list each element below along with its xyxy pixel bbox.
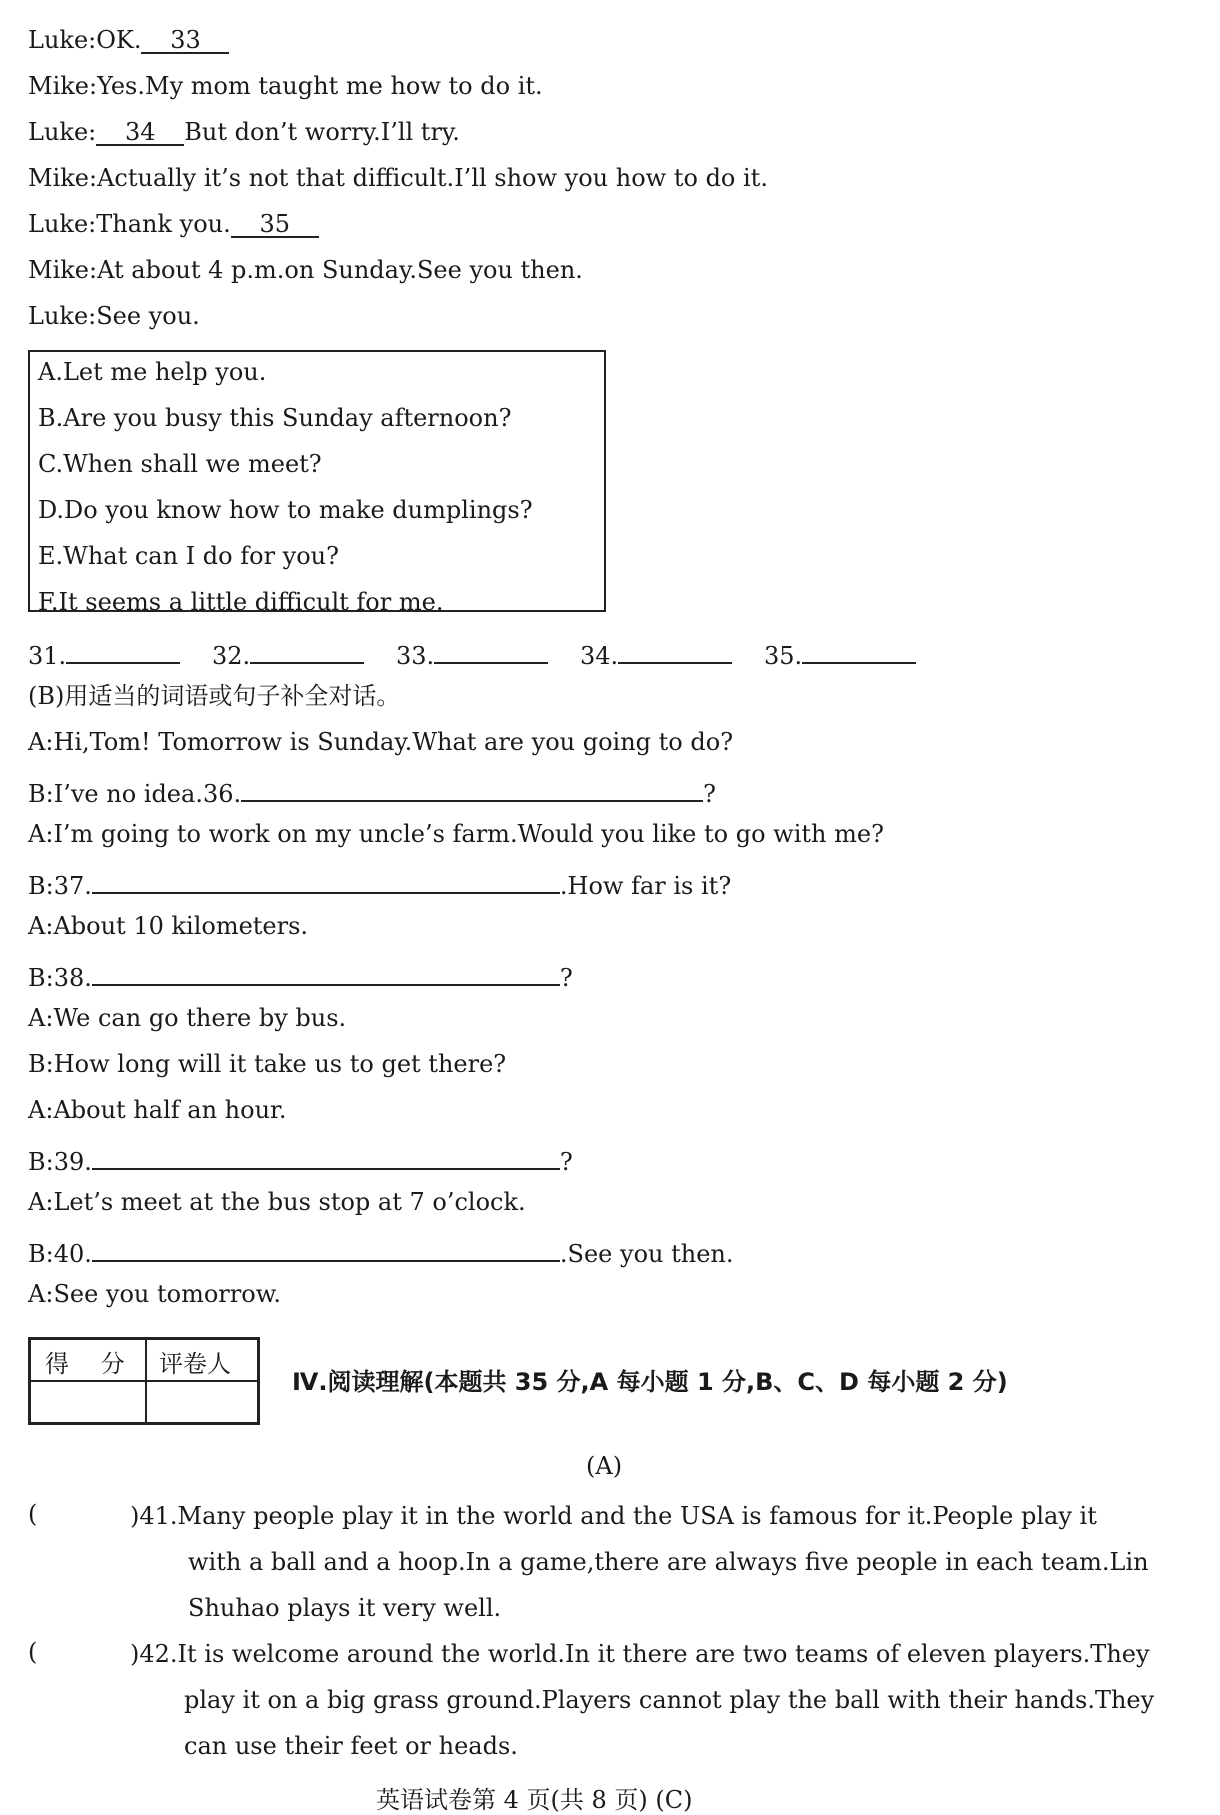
speaker: B <box>28 1148 46 1176</box>
blank-number: 33 <box>170 26 201 54</box>
answer-blank[interactable] <box>96 116 184 146</box>
dialogue-line: B:37. .How far is it? <box>28 864 731 902</box>
option-item: C.When shall we meet? <box>38 450 322 478</box>
answer-number: 32. <box>212 642 251 670</box>
answer-paren-open[interactable]: ( <box>28 1638 38 1666</box>
line-text: I’m going to work on my uncle’s farm.Would you like to go with me? <box>53 820 884 848</box>
dialogue-line: B:40. .See you then. <box>28 1232 734 1270</box>
line-text: OK. <box>96 26 142 54</box>
dialogue-line: Mike:Yes.My mom taught me how to do it. <box>28 72 543 100</box>
speaker: A <box>28 1004 46 1032</box>
answer-slot <box>28 634 180 672</box>
dialogue-line: Mike:Actually it’s not that difficult.I’ll show you how to do it. <box>28 164 768 192</box>
speaker: B <box>28 872 46 900</box>
dialogue-line: Luke:Thank you. 35 <box>28 208 319 240</box>
line-text: 37. <box>53 872 92 900</box>
answer-paren-close <box>130 1638 1150 1670</box>
dialogue-line: B:How long will it take us to get there? <box>28 1050 507 1078</box>
blank-number: 34 <box>124 118 156 146</box>
answer-number: 33. <box>396 642 435 670</box>
blank-number: 35 <box>259 210 290 238</box>
dialogue-line: A:We can go there by bus. <box>28 1004 347 1032</box>
colon: : <box>88 26 97 54</box>
speaker: A <box>28 1096 46 1124</box>
options-box <box>28 350 606 616</box>
question-text: can use their feet or heads. <box>184 1732 518 1760</box>
speaker: Luke <box>28 210 89 238</box>
speaker: Mike <box>28 256 89 284</box>
line-text: Yes.My mom taught me how to do it. <box>97 72 543 100</box>
speaker: A <box>28 912 46 940</box>
line-text: See you. <box>96 302 200 330</box>
line-text: 38. <box>53 964 92 992</box>
dialogue-line: B:I’ve no idea.36. ? <box>28 772 716 810</box>
speaker: Luke <box>28 26 89 54</box>
part-a-label: (A) <box>586 1452 623 1480</box>
grader-header: 评卷人 <box>159 1350 231 1378</box>
answer-blank[interactable] <box>92 1232 560 1262</box>
answer-number: 35. <box>764 642 803 670</box>
answer-paren-close <box>130 1500 1097 1532</box>
dialogue-line: Luke: 34 But don’t worry.I’ll try. <box>28 118 460 146</box>
question-number: 42. <box>139 1640 178 1668</box>
line-text: Let’s meet at the bus stop at 7 o’clock. <box>53 1188 526 1216</box>
dialogue-line <box>28 24 229 56</box>
dialogue-line: A:About 10 kilometers. <box>28 912 309 940</box>
page-footer: 英语试卷第 4 页(共 8 页) (C) <box>376 1786 693 1814</box>
speaker: Mike <box>28 164 89 192</box>
speaker: Luke <box>28 118 89 146</box>
section-iv-title: Ⅳ.阅读理解(本题共 35 分,A 每小题 1 分,B、C、D 每小题 2 分) <box>292 1368 1008 1396</box>
answer-blank[interactable] <box>241 772 703 802</box>
dialogue-line: B:38. ? <box>28 956 573 994</box>
table-divider <box>31 1380 257 1382</box>
answer-slot <box>396 634 548 672</box>
answer-blank[interactable] <box>66 634 180 664</box>
line-text: ? <box>703 780 716 808</box>
answer-slot <box>764 634 916 672</box>
section-b-title: (B)用适当的词语或句子补全对话。 <box>28 682 401 710</box>
answer-blank[interactable] <box>618 634 732 664</box>
option-item: A.Let me help you. <box>38 358 267 386</box>
line-text: .How far is it? <box>559 872 732 900</box>
line-text: I’ve no idea.36. <box>53 780 242 808</box>
speaker: B <box>28 1240 46 1268</box>
answer-number: 34. <box>580 642 619 670</box>
answer-slot <box>580 634 732 672</box>
line-text: About 10 kilometers. <box>53 912 309 940</box>
speaker: B <box>28 780 46 808</box>
speaker: A <box>28 1188 46 1216</box>
line-text: Actually it’s not that difficult.I’ll show you how to do it. <box>97 164 768 192</box>
speaker: Mike <box>28 72 89 100</box>
option-item: F.It seems a little difficult for me. <box>38 588 444 616</box>
line-text: Hi,Tom! Tomorrow is Sunday.What are you going to do? <box>53 728 734 756</box>
answer-number: 31. <box>28 642 67 670</box>
option-item: B.Are you busy this Sunday afternoon? <box>38 404 512 432</box>
answer-slot <box>212 634 364 672</box>
dialogue-line: A:See you tomorrow. <box>28 1280 282 1308</box>
speaker: B <box>28 964 46 992</box>
answer-blank[interactable] <box>92 1140 560 1170</box>
question-text: Many people play it in the world and the USA is famous for it.People play it <box>177 1502 1097 1530</box>
dialogue-line: A:Let’s meet at the bus stop at 7 o’clock. <box>28 1188 526 1216</box>
speaker: B <box>28 1050 46 1078</box>
line-text: ? <box>559 1148 573 1176</box>
answer-blank[interactable] <box>141 24 229 54</box>
dialogue-line: Mike:At about 4 p.m.on Sunday.See you then. <box>28 256 583 284</box>
line-text: 39. <box>53 1148 92 1176</box>
answer-blank[interactable] <box>802 634 916 664</box>
speaker: A <box>28 1280 46 1308</box>
dialogue-line: A:Hi,Tom! Tomorrow is Sunday.What are you going to do? <box>28 728 734 756</box>
answer-blank[interactable] <box>231 208 319 238</box>
dialogue-line: Luke:See you. <box>28 302 200 330</box>
question-text: Shuhao plays it very well. <box>188 1594 502 1622</box>
speaker: Luke <box>28 302 89 330</box>
line-text: ? <box>559 964 573 992</box>
line-text: Thank you. <box>96 210 231 238</box>
dialogue-line: B:39. ? <box>28 1140 573 1178</box>
line-text: About half an hour. <box>53 1096 287 1124</box>
speaker: A <box>28 728 46 756</box>
paren-close: ) <box>130 1640 140 1668</box>
option-item: D.Do you know how to make dumplings? <box>38 496 533 524</box>
answer-blank[interactable] <box>434 634 548 664</box>
answer-blank[interactable] <box>92 956 560 986</box>
line-text: .See you then. <box>559 1240 734 1268</box>
score-table <box>28 1337 260 1425</box>
line-text: 40. <box>53 1240 92 1268</box>
line-text: How long will it take us to get there? <box>53 1050 507 1078</box>
option-item: E.What can I do for you? <box>38 542 340 570</box>
speaker: A <box>28 820 46 848</box>
question-number: 41. <box>139 1502 178 1530</box>
paren-close: ) <box>130 1502 140 1530</box>
question-text: with a ball and a hoop.In a game,there are always five people in each team.Lin <box>188 1548 1149 1576</box>
dialogue-line: A:About half an hour. <box>28 1096 287 1124</box>
line-text: But don’t worry.I’ll try. <box>184 118 460 146</box>
question-text: play it on a big grass ground.Players cannot play the ball with their hands.They <box>184 1686 1155 1714</box>
dialogue-line: A:I’m going to work on my uncle’s farm.Would you like to go with me? <box>28 820 884 848</box>
line-text: We can go there by bus. <box>53 1004 347 1032</box>
question-text: It is welcome around the world.In it there are two teams of eleven players.They <box>177 1640 1150 1668</box>
answer-blank[interactable] <box>250 634 364 664</box>
line-text: At about 4 p.m.on Sunday.See you then. <box>97 256 583 284</box>
answer-paren-open[interactable]: ( <box>28 1500 38 1528</box>
answer-blank[interactable] <box>92 864 560 894</box>
line-text: See you tomorrow. <box>53 1280 282 1308</box>
score-header: 得 分 <box>45 1350 137 1378</box>
